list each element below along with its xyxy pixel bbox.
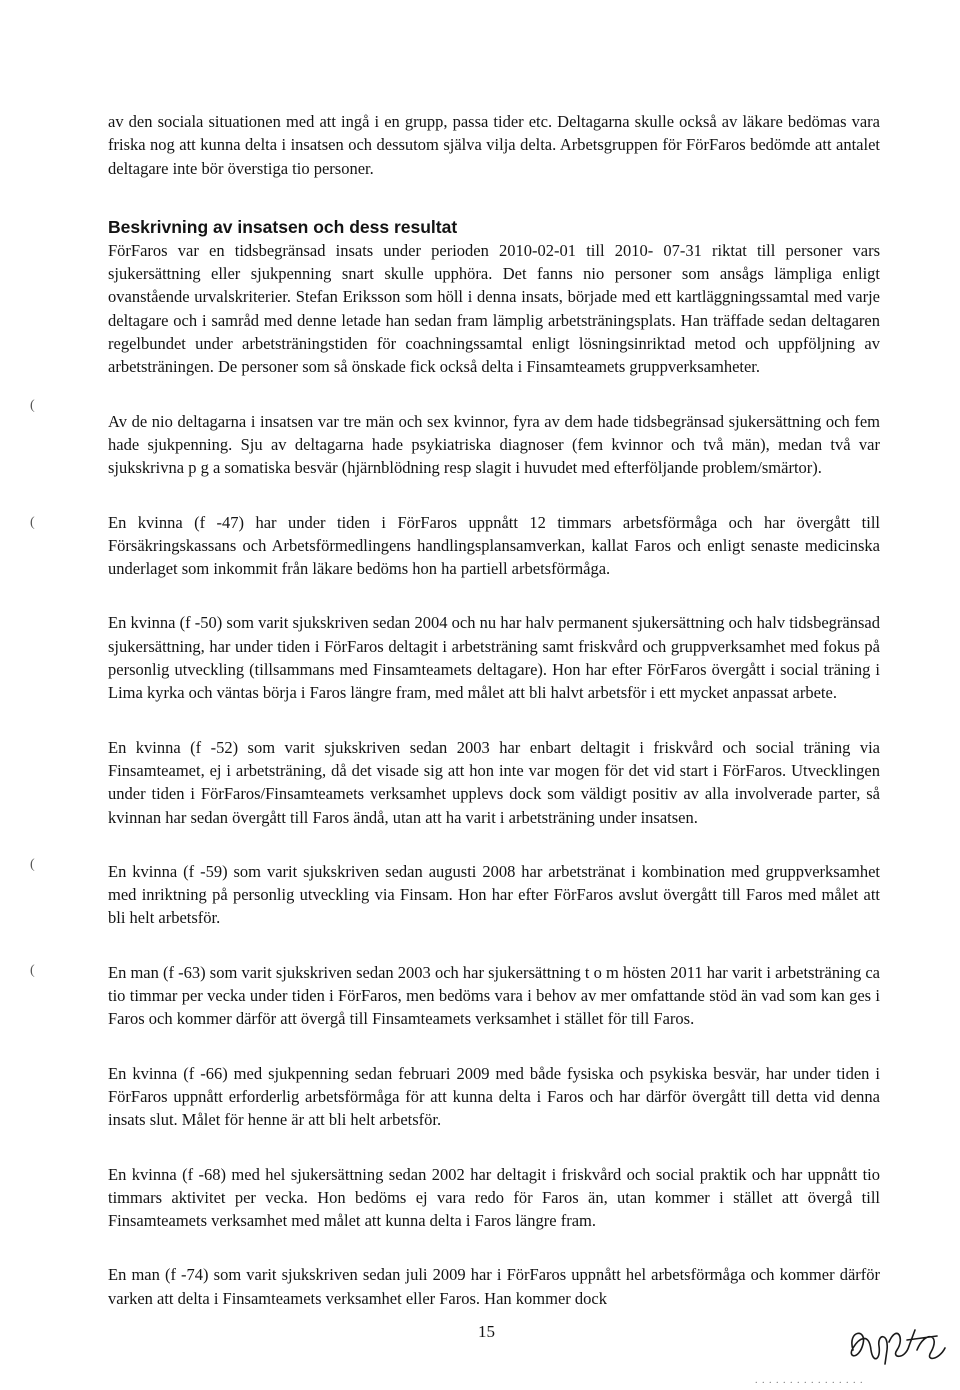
margin-mark: ( <box>30 398 35 413</box>
paragraph: FörFaros var en tidsbegränsad insats under perioden 2010-02-01 till 2010- 07-31 riktat till personer vars sjukersättning eller sjukpenning snart skulle upphöra. Det fanns nio personer som ansågs lämpliga enligt ovanstående urvalskriterier. Stefan Eriksson som höll i denna insats, började med ett kartläggningssamtal med varje deltagare och i samråd med denne letade han sedan fram lämplig arbetsträningsplats. Han träffade sedan deltagaren regelbundet under arbetsträningstiden för coachningssamtal enligt lösningsinriktad metod och uppföljning av arbetsträningen. De personer som så önskade fick också delta i Finsamteamets gruppverksamheter. <box>108 240 880 377</box>
paragraph: En kvinna (f -68) med hel sjukersättning sedan 2002 har deltagit i friskvård och social praktik och har uppnått tio timmars aktivitet per vecka. Hon bedöms ej vara redo för Faros än, utan kommer i stället att övergå till Finsamteamets verksamhet med målet att kunna delta i Faros längre fram. <box>108 1164 880 1231</box>
signature-icon <box>845 1320 955 1370</box>
margin-mark: ( <box>30 857 35 872</box>
page-number: 15 <box>478 1322 495 1341</box>
margin-mark: ( <box>30 515 35 530</box>
paragraph: En kvinna (f -50) som varit sjukskriven sedan 2004 och nu har halv permanent sjukersättning och halv tidsbegränsad sjukersättning, har under tiden i FörFaros deltagit i arbetsträning samt friskvård och gruppverksamhet med fokus på personlig utveckling (tillsammans med Finsamteamets deltagare). Hon har efter FörFaros övergått i social träning i Lima kyrka och väntas börja i Faros längre fram, med målet att bli halvt arbetsför i ett mycket anpassat arbete. <box>108 613 880 703</box>
paragraph: av den sociala situationen med att ingå i en grupp, passa tider etc. Deltagarna skulle också av läkare bedömas vara friska nog att kunna delta i insatsen och dessutom själva vilja delta. Arbetsgruppen för FörFaros bedömde att antalet deltagare inte bör överstiga tio personer. <box>108 112 880 178</box>
paragraph: En kvinna (f -66) med sjukpenning sedan februari 2009 med både fysiska och psykiska besvär, har under tiden i FörFaros uppnått erforderlig arbetsförmåga för att kunna delta i Faros och har därför övergått till detta vid denna insats slut. Målet för henne är att bli helt arbetsför. <box>108 1063 880 1130</box>
paragraph: En kvinna (f -59) som varit sjukskriven sedan augusti 2008 har arbetstränat i kombination med gruppverksamhet med inriktning på personlig utveckling via Finsam. Hon har efter FörFaros avslut övergått till Faros med målet att bli helt arbetsför. <box>108 861 880 928</box>
scan-artifact: . . . . . . . . . . . . . . . . <box>755 1375 864 1386</box>
margin-mark: ( <box>30 963 35 978</box>
paragraph: En kvinna (f -52) som varit sjukskriven sedan 2003 har enbart deltagit i friskvård och social träning via Finsamteamet, ej i arbetsträning, då det visade sig att hon inte var mogen för det vid start i FörFaros. Utvecklingen under tiden i FörFaros/Finsamteamets verksamhet upplevs dock som väldigt positiv av alla involverade parter, så kvinnan har sedan övergått till Faros ändå, utan att ha varit i arbetsträning under insatsen. <box>108 737 880 827</box>
paragraph: En man (f -63) som varit sjukskriven sedan 2003 och har sjukersättning t o m hösten 2011 har varit i arbetsträning ca tio timmar per vecka under tiden i FörFaros, men bedöms vara i behov av mer omfattande stöd än vad som kan ges i Faros och kommer därför att övergå till Finsamteamets verksamhet i stället för till Faros. <box>108 962 880 1029</box>
paragraph: Av de nio deltagarna i insatsen var tre män och sex kvinnor, fyra av dem hade tidsbegränsad sjukersättning och fem hade sjukpenning. Sju av deltagarna hade psykiatriska diagnoser (fem kvinnor och två män), medan två var sjukskrivna p g a somatiska besvär (hjärnblödning resp slagit i huvudet med efterföljande problem/smärtor). <box>108 411 880 478</box>
section-heading: Beskrivning av insatsen och dess resultat <box>108 216 458 237</box>
paragraph: En man (f -74) som varit sjukskriven sedan juli 2009 har i FörFaros uppnått hel arbetsförmåga och kommer därför varken att delta i Finsamteamets verksamhet eller Faros. Han kommer dock <box>108 1265 880 1308</box>
paragraph: En kvinna (f -47) har under tiden i FörFaros uppnått 12 timmars arbetsförmåga och har övergått till Försäkringskassans och Arbetsförmedlingens handlingsplansamverkan, kallat Faros och enligt senaste medicinska underlaget som inkommit från läkare bedöms hon ha partiell arbetsförmåga. <box>108 512 880 579</box>
document-body <box>108 110 880 1310</box>
